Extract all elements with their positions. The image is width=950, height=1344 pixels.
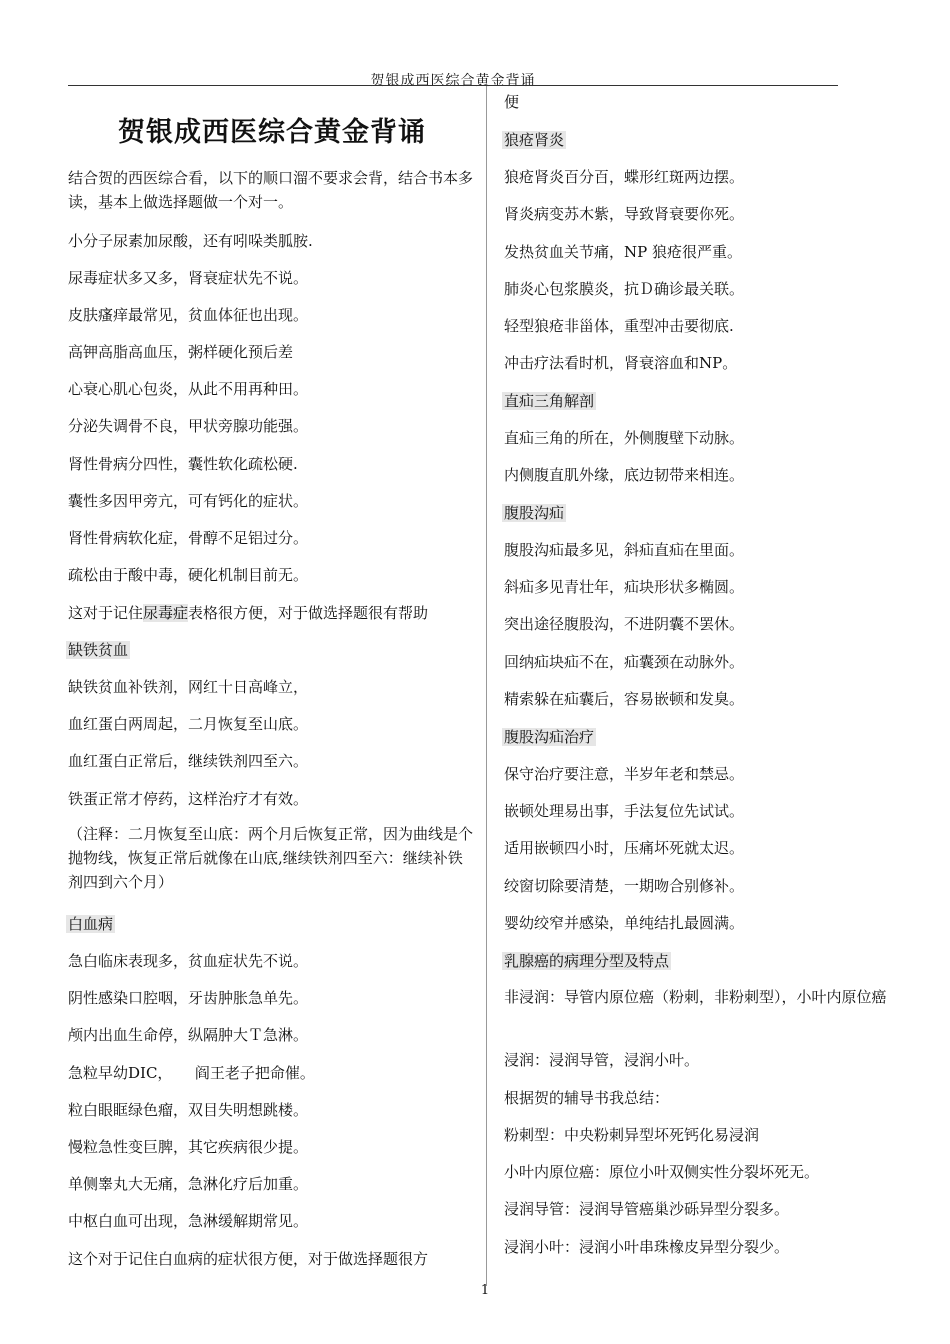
iron-note: （注释：二月恢复至山底：两个月后恢复正常，因为曲线是个抛物线，恢复正常后就像在山底,继续铁剂四至六：继续补铁剂四到六个月）: [68, 825, 474, 891]
text-line: 囊性多因甲旁亢，可有钙化的症状。: [68, 492, 309, 510]
breast-noninvasive: 非浸润：导管内原位癌（粉刺，非粉刺型），小叶内原位癌: [504, 988, 887, 1006]
text-line: 慢粒急性变巨脾，其它疾病很少提。: [68, 1138, 309, 1156]
text-line: 急白临床表现多，贫血症状先不说。: [68, 952, 309, 970]
section-heading-breast-cancer: 乳腺癌的病理分型及特点: [504, 952, 670, 970]
text-line: 回纳疝块疝不在，疝囊颈在动脉外。: [504, 653, 745, 671]
text-line: 肾炎病变苏木紫，导致肾衰要你死。: [504, 205, 745, 223]
text-line: 冲击疗法看时机，肾衰溶血和NP。: [504, 354, 738, 372]
text-line: 中枢白血可出现，急淋缓解期常见。: [68, 1212, 309, 1230]
text-line: 分泌失调骨不良，甲状旁腺功能强。: [68, 417, 309, 435]
text-line: 适用嵌顿四小时，压痛坏死就太迟。: [504, 839, 745, 857]
text-line: 急粒早幼DIC， 阎王老子把命催。: [68, 1064, 315, 1082]
text-line: 婴幼绞窄并感染，单纯结扎最圆满。: [504, 914, 745, 932]
text-line: 浸润小叶：浸润小叶串珠橡皮异型分裂少。: [504, 1238, 790, 1256]
text-line: 粉刺型：中央粉刺异型坏死钙化易浸润: [504, 1126, 760, 1144]
text-line: 尿毒症状多又多，肾衰症状先不说。: [68, 269, 309, 287]
text-line: 狼疮肾炎百分百，蝶形红斑两边摆。: [504, 168, 745, 186]
text-line: 肺炎心包浆膜炎，抗Ｄ确诊最关联。: [504, 280, 745, 298]
text-line: 突出途径腹股沟，不进阴囊不罢休。: [504, 615, 745, 633]
highlighted-term: 尿毒症: [143, 604, 189, 622]
text-line: 肾性骨病软化症，骨醇不足铝过分。: [68, 529, 309, 547]
text-line: 精索躲在疝囊后，容易嵌顿和发臭。: [504, 690, 745, 708]
section-heading-lupus-nephritis: 狼疮肾炎: [504, 131, 565, 149]
text-line: 高钾高脂高血压，粥样硬化预后差: [68, 343, 294, 361]
text-line: 小叶内原位癌：原位小叶双侧实性分裂坏死无。: [504, 1163, 820, 1181]
text-line: 保守治疗要注意，半岁年老和禁忌。: [504, 765, 745, 783]
intro-paragraph: 结合贺的西医综合看，以下的顺口溜不要求会背，结合书本多读，基本上做选择题做一个对一。: [68, 169, 474, 211]
column-divider: [486, 86, 487, 1286]
note-text: 表格很方便，对于做选择题很有帮助: [188, 604, 429, 622]
section-heading-leukemia: 白血病: [68, 915, 114, 933]
continued-text: 便: [504, 93, 520, 111]
text-line: 腹股沟疝最多见，斜疝直疝在里面。: [504, 541, 745, 559]
text-line: 嵌顿处理易出事，手法复位先试试。: [504, 802, 745, 820]
text-line: 单侧睾丸大无痛，急淋化疗后加重。: [68, 1175, 309, 1193]
uremia-note: [68, 604, 428, 622]
text-line: 缺铁贫血补铁剂，网红十日高峰立，: [68, 678, 309, 696]
note-text: 这对于记住: [68, 604, 144, 622]
text-line: 铁蛋正常才停药，这样治疗才有效。: [68, 790, 309, 808]
text-line: 直疝三角的所在，外侧腹壁下动脉。: [504, 429, 745, 447]
text-line: 浸润：浸润导管，浸润小叶。: [504, 1051, 700, 1069]
leukemia-note: 这个对于记住白血病的症状很方便，对于做选择题很方: [68, 1250, 429, 1268]
text-line: 颅内出血生命停，纵隔肿大Ｔ急淋。: [68, 1026, 309, 1044]
section-heading-hernia-treatment: 腹股沟疝治疗: [504, 728, 595, 746]
text-line: 肾性骨病分四性，囊性软化疏松硬.: [68, 455, 298, 473]
text-line: 心衰心肌心包炎，从此不用再种田。: [68, 380, 309, 398]
section-heading-inguinal-hernia: 腹股沟疝: [504, 504, 565, 522]
text-line: 阴性感染口腔咽，牙齿肿胀急单先。: [68, 989, 309, 1007]
text-line: 血红蛋白正常后，继续铁剂四至六。: [68, 752, 309, 770]
page-number: 1: [480, 1283, 490, 1298]
text-line: 浸润导管：浸润导管癌巢沙砾异型分裂多。: [504, 1200, 790, 1218]
text-line: 轻型狼疮非甾体，重型冲击要彻底.: [504, 317, 734, 335]
text-line: 疏松由于酸中毒，硬化机制目前无。: [68, 566, 309, 584]
text-line: 斜疝多见青壮年，疝块形状多椭圆。: [504, 578, 745, 596]
text-line: 绞窗切除要清楚，一期吻合别修补。: [504, 877, 745, 895]
page-header: 贺银成西医综合黄金背诵: [370, 73, 536, 89]
text-line: 粒白眼眶绿色瘤，双目失明想跳楼。: [68, 1101, 309, 1119]
text-line: 血红蛋白两周起，二月恢复至山底。: [68, 715, 309, 733]
section-heading-iron-deficiency: 缺铁贫血: [68, 641, 129, 659]
text-line: 发热贫血关节痛，NP 狼疮很严重。: [504, 243, 742, 261]
text-line: 内侧腹直肌外缘，底边韧带来相连。: [504, 466, 745, 484]
document-title: 贺银成西医综合黄金背诵: [118, 117, 426, 148]
text-line: 小分子尿素加尿酸，还有吲哚类胍胺.: [68, 232, 313, 250]
section-heading-direct-hernia-triangle: 直疝三角解剖: [504, 392, 595, 410]
text-line: 皮肤瘙痒最常见，贫血体征也出现。: [68, 306, 309, 324]
header-rule: [68, 85, 838, 86]
text-line: 根据贺的辅导书我总结：: [504, 1089, 670, 1107]
